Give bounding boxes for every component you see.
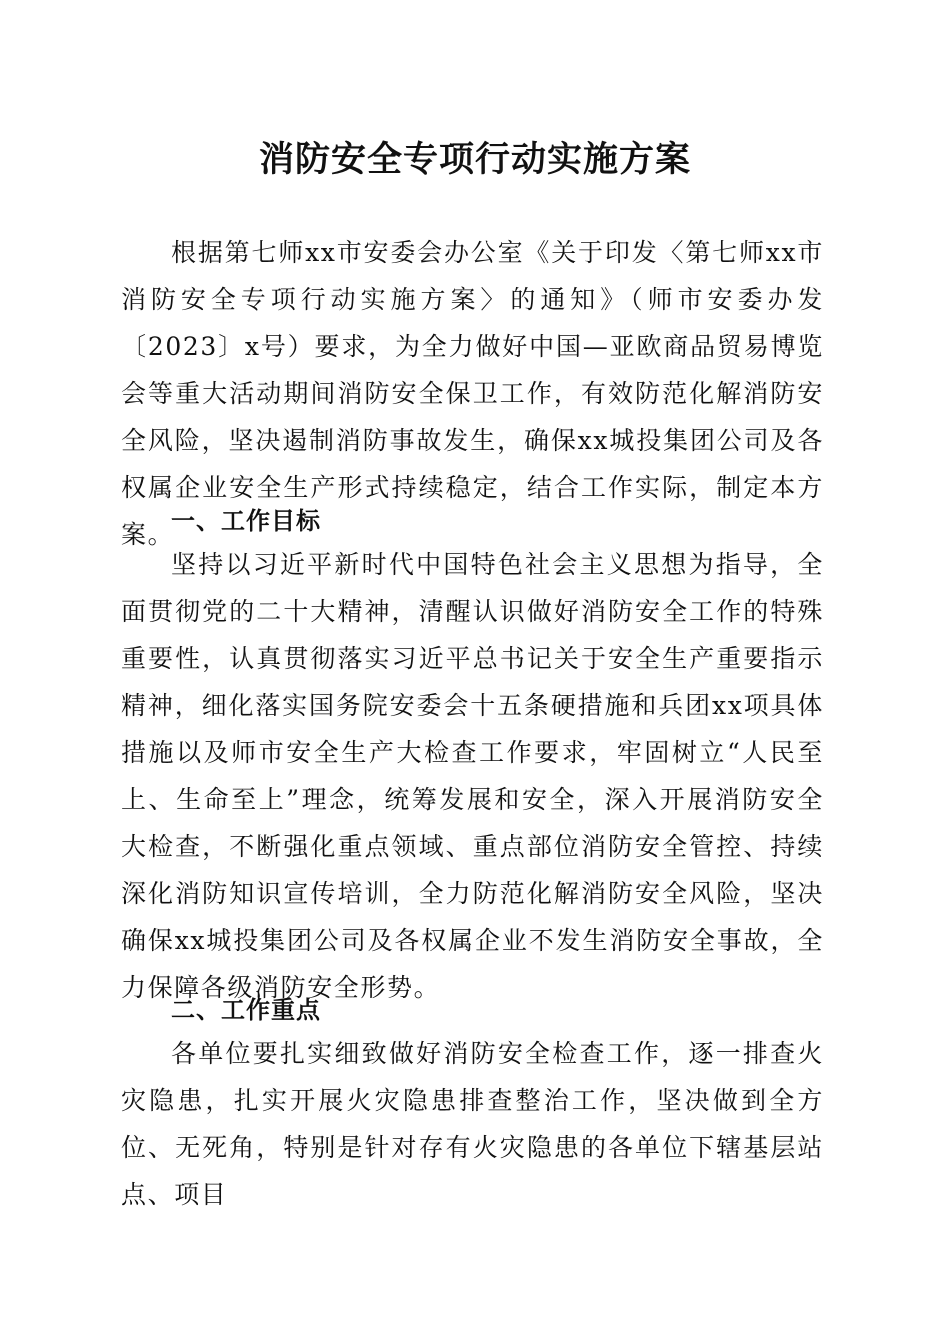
document-title: 消防安全专项行动实施方案 (258, 139, 691, 180)
intro-paragraph: 根据第七师xx市安委会办公室《关于印发〈第七师xx市消防安全专项行动实施方案〉的通知》（师市安委办发〔2023〕x号）要求，为全力做好中国—亚欧商品贸易博览会等重大活动期间消防安全保卫工作，有效防范化解消防安全风险，坚决遏制消防事故发生，确保xx城投集团公司及各权属企业安全生产形式持续稳定，结合工作实际，制定本方案。 (121, 238, 824, 549)
section-heading-goals: 一、工作目标 (171, 507, 321, 535)
section-paragraph-goals: 坚持以习近平新时代中国特色社会主义思想为指导，全面贯彻党的二十大精神，清醒认识做好消防安全工作的特殊重要性，认真贯彻落实习近平总书记关于安全生产重要指示精神，细化落实国务院安委会十五条硬措施和兵团xx项具体措施以及师市安全生产大检查工作要求，牢固树立“人民至上、生命至上”理念，统筹发展和安全，深入开展消防安全大检查，不断强化重点领域、重点部位消防安全管控、持续深化消防知识宣传培训，全力防范化解消防安全风险，坚决确保xx城投集团公司及各权属企业不发生消防安全事故，全力保障各级消防安全形势。 (121, 550, 824, 1002)
section-paragraph-focus: 各单位要扎实细致做好消防安全检查工作，逐一排查火灾隐患，扎实开展火灾隐患排查整治工作，坚决做到全方位、无死角，特别是针对存有火灾隐患的各单位下辖基层站点、项目 (121, 1039, 824, 1209)
section-heading-focus: 二、工作重点 (171, 996, 321, 1024)
